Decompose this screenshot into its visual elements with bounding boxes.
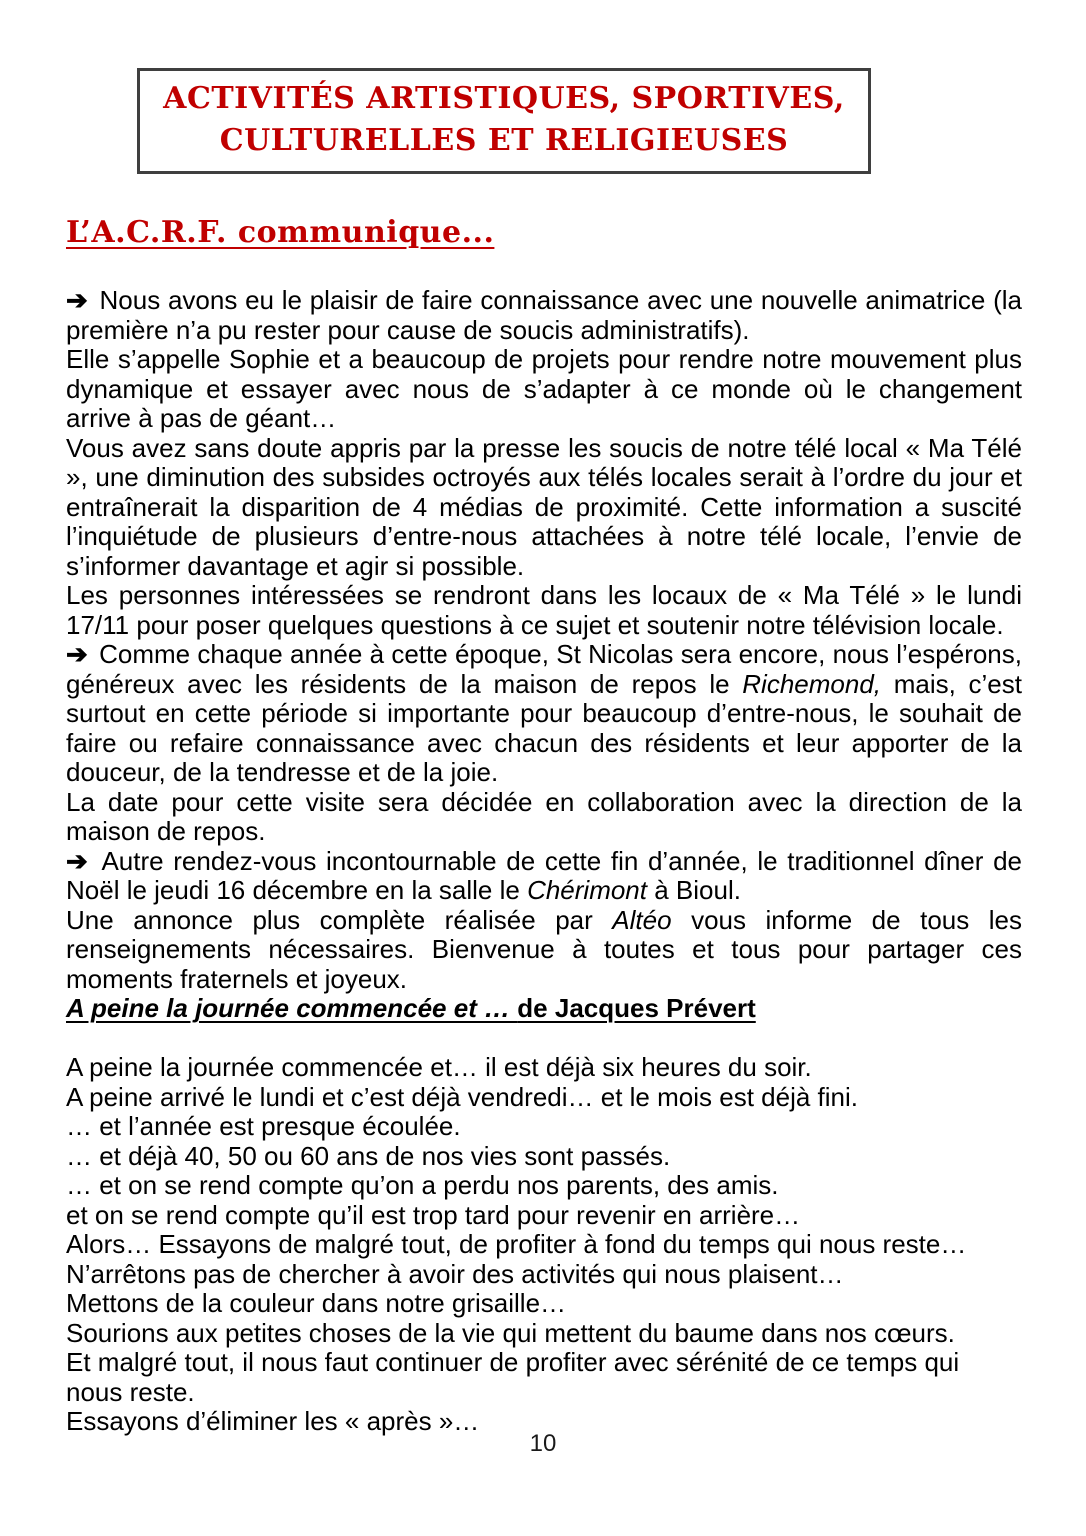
text-run: Alors… Essayons de malgré tout, de profiter à fond du temps qui nous reste… (66, 1229, 967, 1259)
text-run: Essayons d’éliminer les « après »… (66, 1406, 480, 1436)
poem-line (66, 1142, 1022, 1172)
arrow-bullet-icon: ➔ (66, 285, 100, 315)
arrow-bullet-icon: ➔ (66, 639, 100, 669)
text-run: Elle s’appelle Sophie et a beaucoup de projets pour rendre notre mouvement plus dynamique et essayer avec nous de s’adapter à ce monde où le changement arrive à pas de géant… (66, 344, 1022, 433)
text-run: Autre rendez-vous incontournable de cette fin d’année, le traditionnel dîner de Noël le jeudi 16 décembre en la salle le (66, 845, 1022, 905)
section-heading: L’A.C.R.F. communique... (66, 215, 495, 250)
text-run: A peine la journée commencée et… il est déjà six heures du soir. (66, 1052, 812, 1082)
paragraph-new-animator (66, 286, 1022, 345)
text-run: A peine arrivé le lundi et c’est déjà vendredi… et le mois est déjà fini. (66, 1081, 858, 1112)
paragraph-annonce-alteo (66, 906, 1022, 995)
text-run: vous informe de tous les renseignements nécessaires. Bienvenue à toutes et tous pour partager ces moments fraternels et joyeux. (66, 904, 1022, 994)
paragraph-st-nicolas (66, 640, 1022, 788)
text-run: … et déjà 40, 50 ou 60 ans de nos vies sont passés. (66, 1140, 671, 1171)
paragraph-date-visite (66, 788, 1022, 847)
paragraph-ma-tele (66, 434, 1022, 582)
text-run: Et malgré tout, il nous faut continuer de profiter avec sérénité de ce temps qui nous reste. (66, 1347, 960, 1407)
blank-line (66, 1024, 1022, 1054)
text-run: à Bioul. (647, 875, 741, 905)
title-line-2: CULTURELLES ET RELIGIEUSES (219, 123, 789, 158)
poem-line (66, 1112, 1022, 1142)
poem-line (66, 1083, 1022, 1113)
text-run: Nous avons eu le plaisir de faire connaissance avec une nouvelle animatrice (la première n’a pu rester pour cause de soucis administratifs). (66, 285, 1023, 345)
poem-heading (66, 994, 1022, 1024)
text-run: Chérimont (527, 875, 647, 905)
text-run: Vous avez sans doute appris par la presse les soucis de notre télé local « Ma Télé », une diminution des subsides octroyés aux télés locales serait à l’ordre du jour et entraînerait la disparition de 4 médias de proximité. Cette information a suscité l’inquiétude de plusieurs d’entre-nous attachées à notre télé locale, l’envie de s’informer davantage et agir si possible. (66, 432, 1022, 581)
page-footer (0, 1430, 1086, 1458)
poem-line (66, 1348, 1022, 1407)
text-run: Comme chaque année à cette époque, St Nicolas sera encore, nous l’espérons, généreux avec les résidents de la maison de repos le (66, 639, 1022, 699)
text-run: et on se rend compte qu’il est trop tard pour revenir en arrière… (66, 1199, 801, 1230)
title-box (137, 68, 871, 174)
text-run: A peine la journée commencée et … (66, 993, 518, 1023)
text-run: Mettons de la couleur dans notre grisaille… (66, 1288, 567, 1318)
text-run: N’arrêtons pas de chercher à avoir des activités qui nous plaisent… (66, 1258, 844, 1289)
text-run: mais, c’est surtout en cette période si importante pour beaucoup d’entre-nous, le souhait de faire ou refaire connaissance avec chacun des résidents et leur apporter de la douceur, de la tendresse et de la joie. (66, 668, 1022, 787)
poem-line (66, 1289, 1022, 1319)
text-run: … et on se rend compte qu’on a perdu nos parents, des amis. (66, 1170, 779, 1200)
page-number: 10 (529, 1430, 557, 1457)
document-body (66, 286, 1022, 1437)
poem-line (66, 1260, 1022, 1290)
paragraph-sophie (66, 345, 1022, 434)
text-run: Richemond, (742, 668, 881, 699)
poem-line (66, 1319, 1022, 1349)
poem-line (66, 1201, 1022, 1231)
text-run: Altéo (612, 904, 672, 935)
poem-line (66, 1171, 1022, 1201)
text-run: Les personnes intéressées se rendront dans les locaux de « Ma Télé » le lundi 17/11 pour poser quelques questions à ce sujet et soutenir notre télévision locale. (66, 580, 1022, 640)
text-run: Sourions aux petites choses de la vie qui mettent du baume dans nos cœurs. (66, 1317, 955, 1348)
text-run: La date pour cette visite sera décidée en collaboration avec la direction de la maison de repos. (66, 786, 1022, 846)
poem-line (66, 1053, 1022, 1083)
paragraph-diner-noel (66, 847, 1022, 906)
text-run: Une annonce plus complète réalisée par (66, 904, 613, 935)
text-run: de Jacques Prévert (517, 993, 756, 1023)
poem-line (66, 1230, 1022, 1260)
arrow-bullet-icon: ➔ (66, 845, 102, 876)
text-run: … et l’année est presque écoulée. (66, 1111, 461, 1141)
title-line-1: ACTIVITÉS ARTISTIQUES, SPORTIVES, (163, 81, 845, 116)
paragraph-visite-locaux (66, 581, 1022, 640)
